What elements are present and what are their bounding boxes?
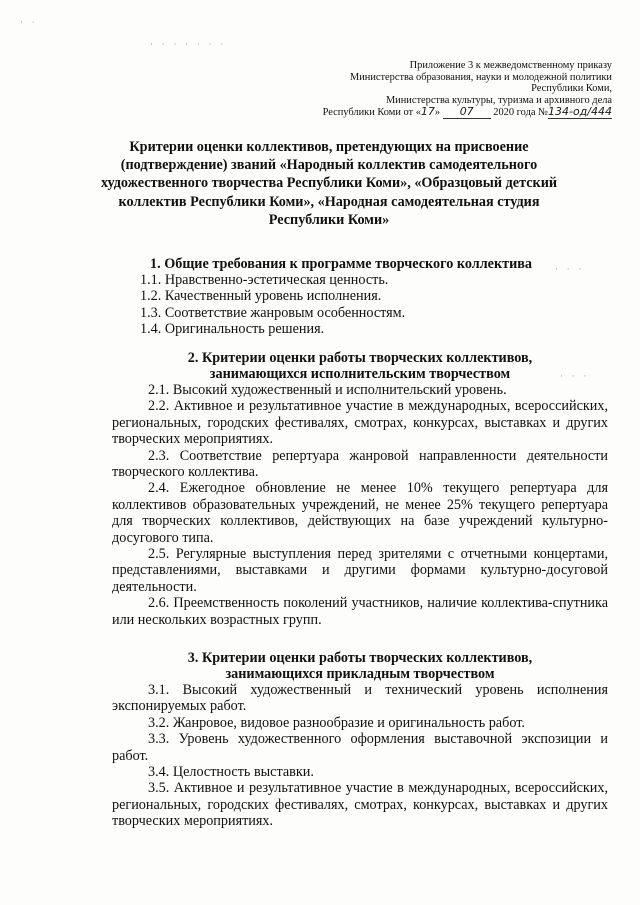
date-mid: »	[434, 107, 443, 119]
date-year: 2020 года №	[490, 107, 548, 119]
list-item: 3.4. Целостность выставки.	[148, 764, 314, 781]
list-item: 2.2. Активное и результативное участие в международных, всероссийских, региональных, городских фестивалях, смотрах, конкурсах, выставках и других творческих мероприятиях.	[112, 398, 608, 448]
order-number: 134-од/444	[547, 105, 612, 119]
appendix-line-3: Республики Коми,	[531, 83, 612, 95]
list-item: 1.3. Соответствие жанровым особенностям.	[140, 304, 406, 321]
list-item: 3.5. Активное и результативное участие в международных, всероссийских, региональных, городских фестивалях, смотрах, конкурсах, выставках и других творческих мероприятиях.	[112, 780, 608, 830]
scan-noise: · · ·	[555, 265, 585, 275]
scan-noise: · ·	[20, 18, 38, 28]
date-prefix: Республики Коми от «	[322, 107, 421, 119]
section-2-heading-line-1: 2. Критерии оценки работы творческих коллективов,	[187, 350, 533, 366]
section-1	[112, 256, 608, 338]
list-item: 2.4. Ежегодное обновление не менее 10% текущего репертуара для коллективов образовательных учреждений, не менее 25% текущего репертуара для творческих коллективов, действующих на базе учреждений культурно-досугового типа.	[112, 480, 608, 546]
list-item: 3.1. Высокий художественный и технический уровень исполнения экспонируемых работ.	[112, 682, 608, 715]
list-item: 2.5. Регулярные выступления перед зрителями с отчетными концертами, представлениями, выставками и другими формами культурно-досуговой деятельности.	[112, 546, 608, 595]
section-3-heading-line-1: 3. Критерии оценки работы творческих коллективов,	[187, 650, 533, 666]
appendix-line-2: Министерства образования, науки и молодежной политики	[349, 71, 612, 83]
section-1-heading: 1. Общие требования к программе творческого коллектива	[150, 256, 533, 272]
appendix-note	[300, 60, 612, 119]
list-item: 1.2. Качественный уровень исполнения.	[140, 288, 382, 305]
list-item: 3.2. Жанровое, видовое разнообразие и оригинальность работ.	[148, 714, 525, 731]
appendix-line-1: Приложение 3 к межведомственному приказу	[409, 60, 612, 71]
section-2	[112, 350, 608, 628]
list-item: 3.3. Уровень художественного оформления выставочной экспозиции и работ.	[112, 731, 608, 764]
appendix-date-line	[300, 106, 612, 119]
section-3	[112, 650, 608, 830]
scan-noise: · · ·	[560, 372, 590, 382]
list-item: 1.4. Оригинальность решения.	[140, 321, 325, 338]
section-3-heading-line-2: занимающихся прикладным творчеством	[225, 666, 495, 682]
date-month: 07	[443, 106, 491, 119]
list-item: 2.6. Преемственность поколений участников, наличие коллектива-спутника или нескольких возрастных групп.	[112, 595, 608, 628]
scan-noise: · · · · · · ·	[150, 40, 227, 50]
date-day: 17	[420, 105, 435, 119]
list-item: 2.3. Соответствие репертуара жанровой направленности деятельности творческого коллектива.	[112, 447, 608, 481]
appendix-line-4: Министерства культуры, туризма и архивного дела	[385, 94, 612, 106]
document-title: Критерии оценки коллективов, претендующих на присвоение (подтверждение) званий «Народный коллектив самодеятельного художественного творчества Республики Коми», «Образцовый детский коллектив Республики Коми», «Народная самодеятельная студия Республики Коми»	[100, 139, 558, 228]
list-item: 2.1. Высокий художественный и исполнительский уровень.	[148, 382, 507, 398]
section-2-heading-line-2: занимающихся исполнительским творчеством	[209, 366, 511, 382]
list-item: 1.1. Нравственно-эстетическая ценность.	[140, 272, 389, 288]
